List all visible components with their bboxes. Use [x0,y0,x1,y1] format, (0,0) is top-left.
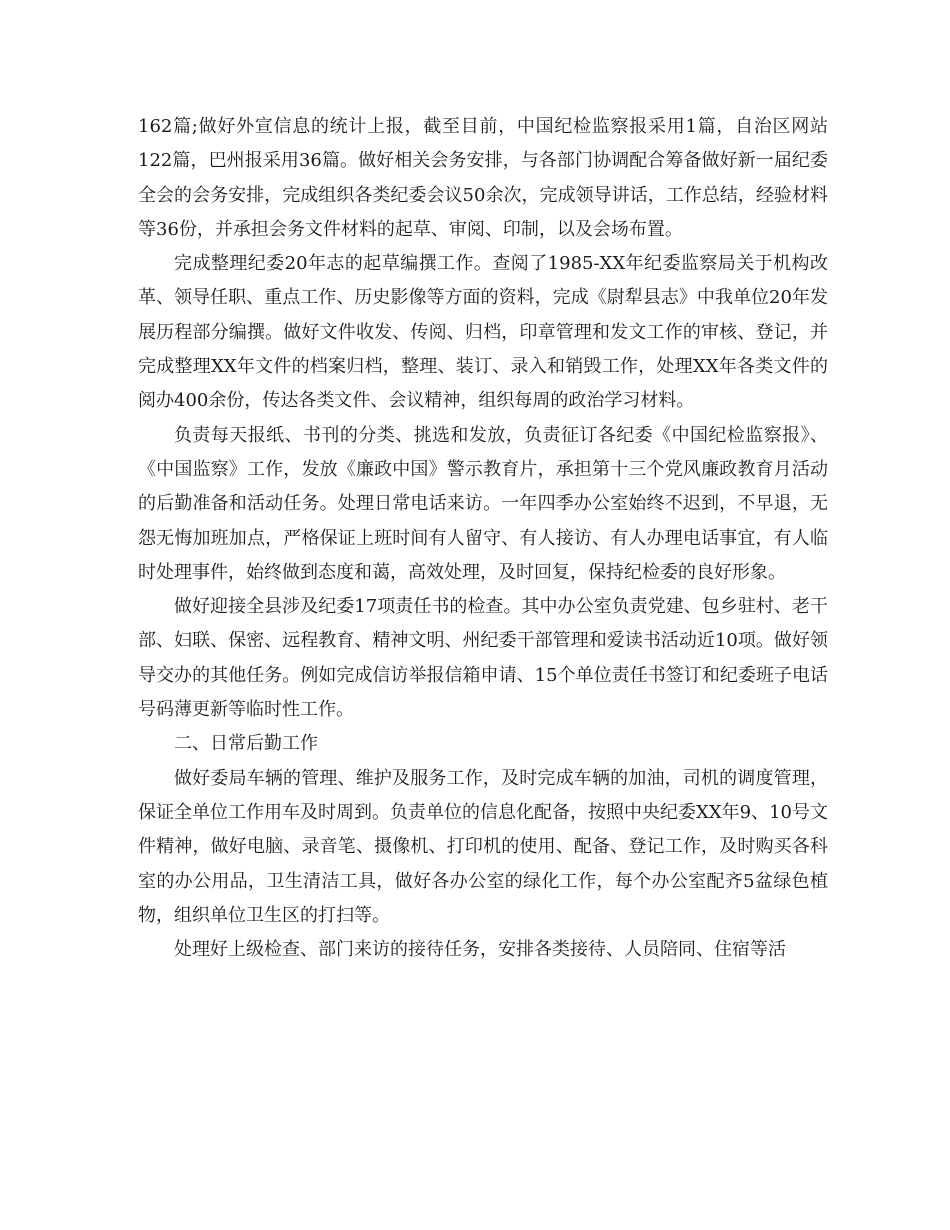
paragraph-newspaper-distribution: 负责每天报纸、书刊的分类、挑选和发放，负责征订各纪委《中国纪检监察报》、《中国监察》工作，发放《廉政中国》警示教育片，承担第十三个党风廉政教育月活动的后勤准备和活动任务。处理日常电话来访。一年四季办公室始终不迟到，不早退，无怨无悔加班加点，严格保证上班时间有人留守、有人接访、有人办理电话事宜，有人临时处理事件，始终做到态度和蔼，高效处理，及时回复，保持纪检委的良好形象。 [138,424,828,583]
section-heading-daily-logistics: 二、日常后勤工作 [174,733,318,755]
paragraph-meeting-arrangements: 162篇;做好外宣信息的统计上报，截至目前，中国纪检监察报采用1篇，自治区网站122篇，巴州报采用36篇。做好相关会务安排，与各部门协调配合筹备做好新一届纪委全会的会务安排，完成组织各类纪委会议50余次，完成领导讲话，工作总结，经验材料等36份，并承担会务文件材料的起草、审阅、印制，以及会场布置。 [138,116,828,240]
paragraph-annals-compilation: 完成整理纪委20年志的起草编撰工作。查阅了1985-XX年纪委监察局关于机构改革、领导任职、重点工作、历史影像等方面的资料，完成《尉犁县志》中我单位20年发展历程部分编撰。做好文件收发、传阅、归档，印章管理和发文工作的审核、登记，并完成整理XX年文件的档案归档，整理、装订、录入和销毁工作，处理XX年各类文件的阅办400余份，传达各类文件、会议精神，组织每周的政治学习材料。 [138,253,828,412]
paragraph-responsibility-inspection: 做好迎接全县涉及纪委17项责任书的检查。其中办公室负责党建、包乡驻村、老干部、妇联、保密、远程教育、精神文明、州纪委干部管理和爱读书活动近10项。做好领导交办的其他任务。例如完成信访举报信箱申请、15个单位责任书签订和纪委班子电话号码薄更新等临时性工作。 [138,596,828,721]
paragraph-reception-tasks: 处理好上级检查、部门来访的接待任务，安排各类接待、人员陪同、住宿等活 [174,939,786,961]
document-body [138,110,828,967]
paragraph-vehicle-management: 做好委局车辆的管理、维护及服务工作，及时完成车辆的加油，司机的调度管理，保证全单位工作用车及时周到。负责单位的信息化配备，按照中央纪委XX年9、10号文件精神，做好电脑、录音笔、摄像机、打印机的使用、配备、登记工作，及时购买各科室的办公用品，卫生清洁工具，做好各办公室的绿化工作，每个办公室配齐5盆绿色植物，组织单位卫生区的打扫等。 [138,767,828,926]
